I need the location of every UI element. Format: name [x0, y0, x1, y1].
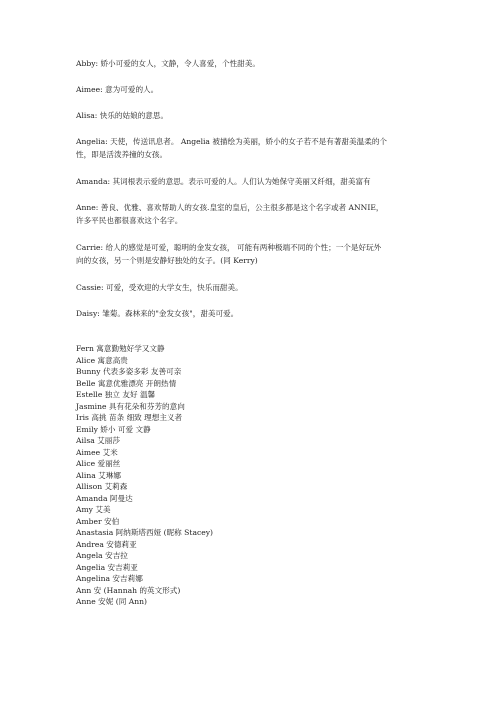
list-item: Iris 高挑 苗条 细致 理想主义者	[76, 413, 183, 422]
entry-line: Amanda: 其词根表示爱的意思。表示可爱的人。人们认为她保守美丽又纤细，甜美富有	[76, 177, 371, 186]
entry-carrie	[76, 241, 421, 268]
list-item: Ann 安 (Hannah 的英文形式)	[76, 585, 181, 595]
list-item: Ailsa 艾丽莎	[76, 436, 120, 445]
entry-line: Anne: 善良、优雅、喜欢帮助人的女孩.皇室的皇后，公主很多都是这个名字或者 ANNIE，	[76, 203, 384, 212]
entry-alisa	[76, 109, 421, 122]
entry-anne	[76, 201, 421, 228]
entry-line: Alisa: 快乐的姑娘的意思。	[76, 111, 169, 120]
list-item: Amanda 阿曼达	[76, 493, 133, 503]
entry-line: Daisy: 雏菊。森林来的"金发女孩"，甜美可爱。	[76, 309, 239, 318]
entry-cassie	[76, 281, 421, 294]
list-item: Jasmine 具有花朵和芬芳的意向	[76, 401, 185, 411]
list-item: Fern 寓意勤勉好学又文静	[76, 344, 165, 353]
list-item: Aimee 艾米	[76, 447, 118, 457]
entry-amanda	[76, 175, 421, 188]
name-list	[76, 343, 213, 608]
list-item: Angelina 安吉莉娜	[76, 574, 143, 583]
entry-daisy	[76, 307, 421, 320]
entry-line: 向的女孩，另一个则是安静好独处的女子。(同 Kerry)	[76, 256, 258, 266]
list-item: Amber 安伯	[76, 516, 120, 526]
list-item: Estelle 独立 友好 温馨	[76, 390, 156, 399]
entry-aimee	[76, 83, 421, 96]
list-item: Alina 艾琳娜	[76, 470, 121, 480]
entry-line: Aimee: 意为可爱的人。	[76, 85, 159, 94]
entry-line: 许多平民也都很喜欢这个名字。	[76, 216, 183, 226]
entry-line: Cassie: 可爱，受欢迎的大学女生，快乐而甜美。	[76, 283, 243, 292]
list-item: Alice 寓意高贵	[76, 355, 128, 365]
entry-line: Abby: 娇小可爱的女人，文静，令人喜爱，个性甜美。	[76, 59, 260, 68]
list-item: Bunny 代表多姿多彩 友善可亲	[76, 367, 182, 376]
list-item: Angela 安吉拉	[76, 551, 128, 560]
list-item: Emily 娇小 可爱 文静	[76, 424, 151, 434]
list-item: Angelia 安吉莉亚	[76, 562, 138, 572]
entry-line: Angelia: 天使，传送讯息者。 Angelia 被描绘为美丽，娇小的女子若不是有著甜美温柔的个	[76, 137, 388, 146]
list-item: Amy 艾美	[76, 505, 111, 514]
entry-angelia	[76, 135, 421, 162]
list-item: Anastasia 阿纳斯塔西娅 (昵称 Stacey)	[76, 528, 213, 537]
list-item: Anne 安妮 (同 Ann)	[76, 597, 147, 606]
list-item: Andrea 安德莉亚	[76, 539, 137, 549]
entry-line: 性，即是活泼养撞的女孩。	[76, 150, 168, 160]
list-item: Alice 爱丽丝	[76, 459, 121, 468]
list-item: Allison 艾莉森	[76, 482, 128, 491]
entry-line: Carrie: 给人的感觉是可爱，聪明的金发女孩， 可能有两种极端不同的个性；一个是好玩外	[76, 243, 382, 252]
entry-abby	[76, 57, 421, 70]
list-item: Belle 寓意优雅漂亮 开朗热情	[76, 378, 177, 388]
